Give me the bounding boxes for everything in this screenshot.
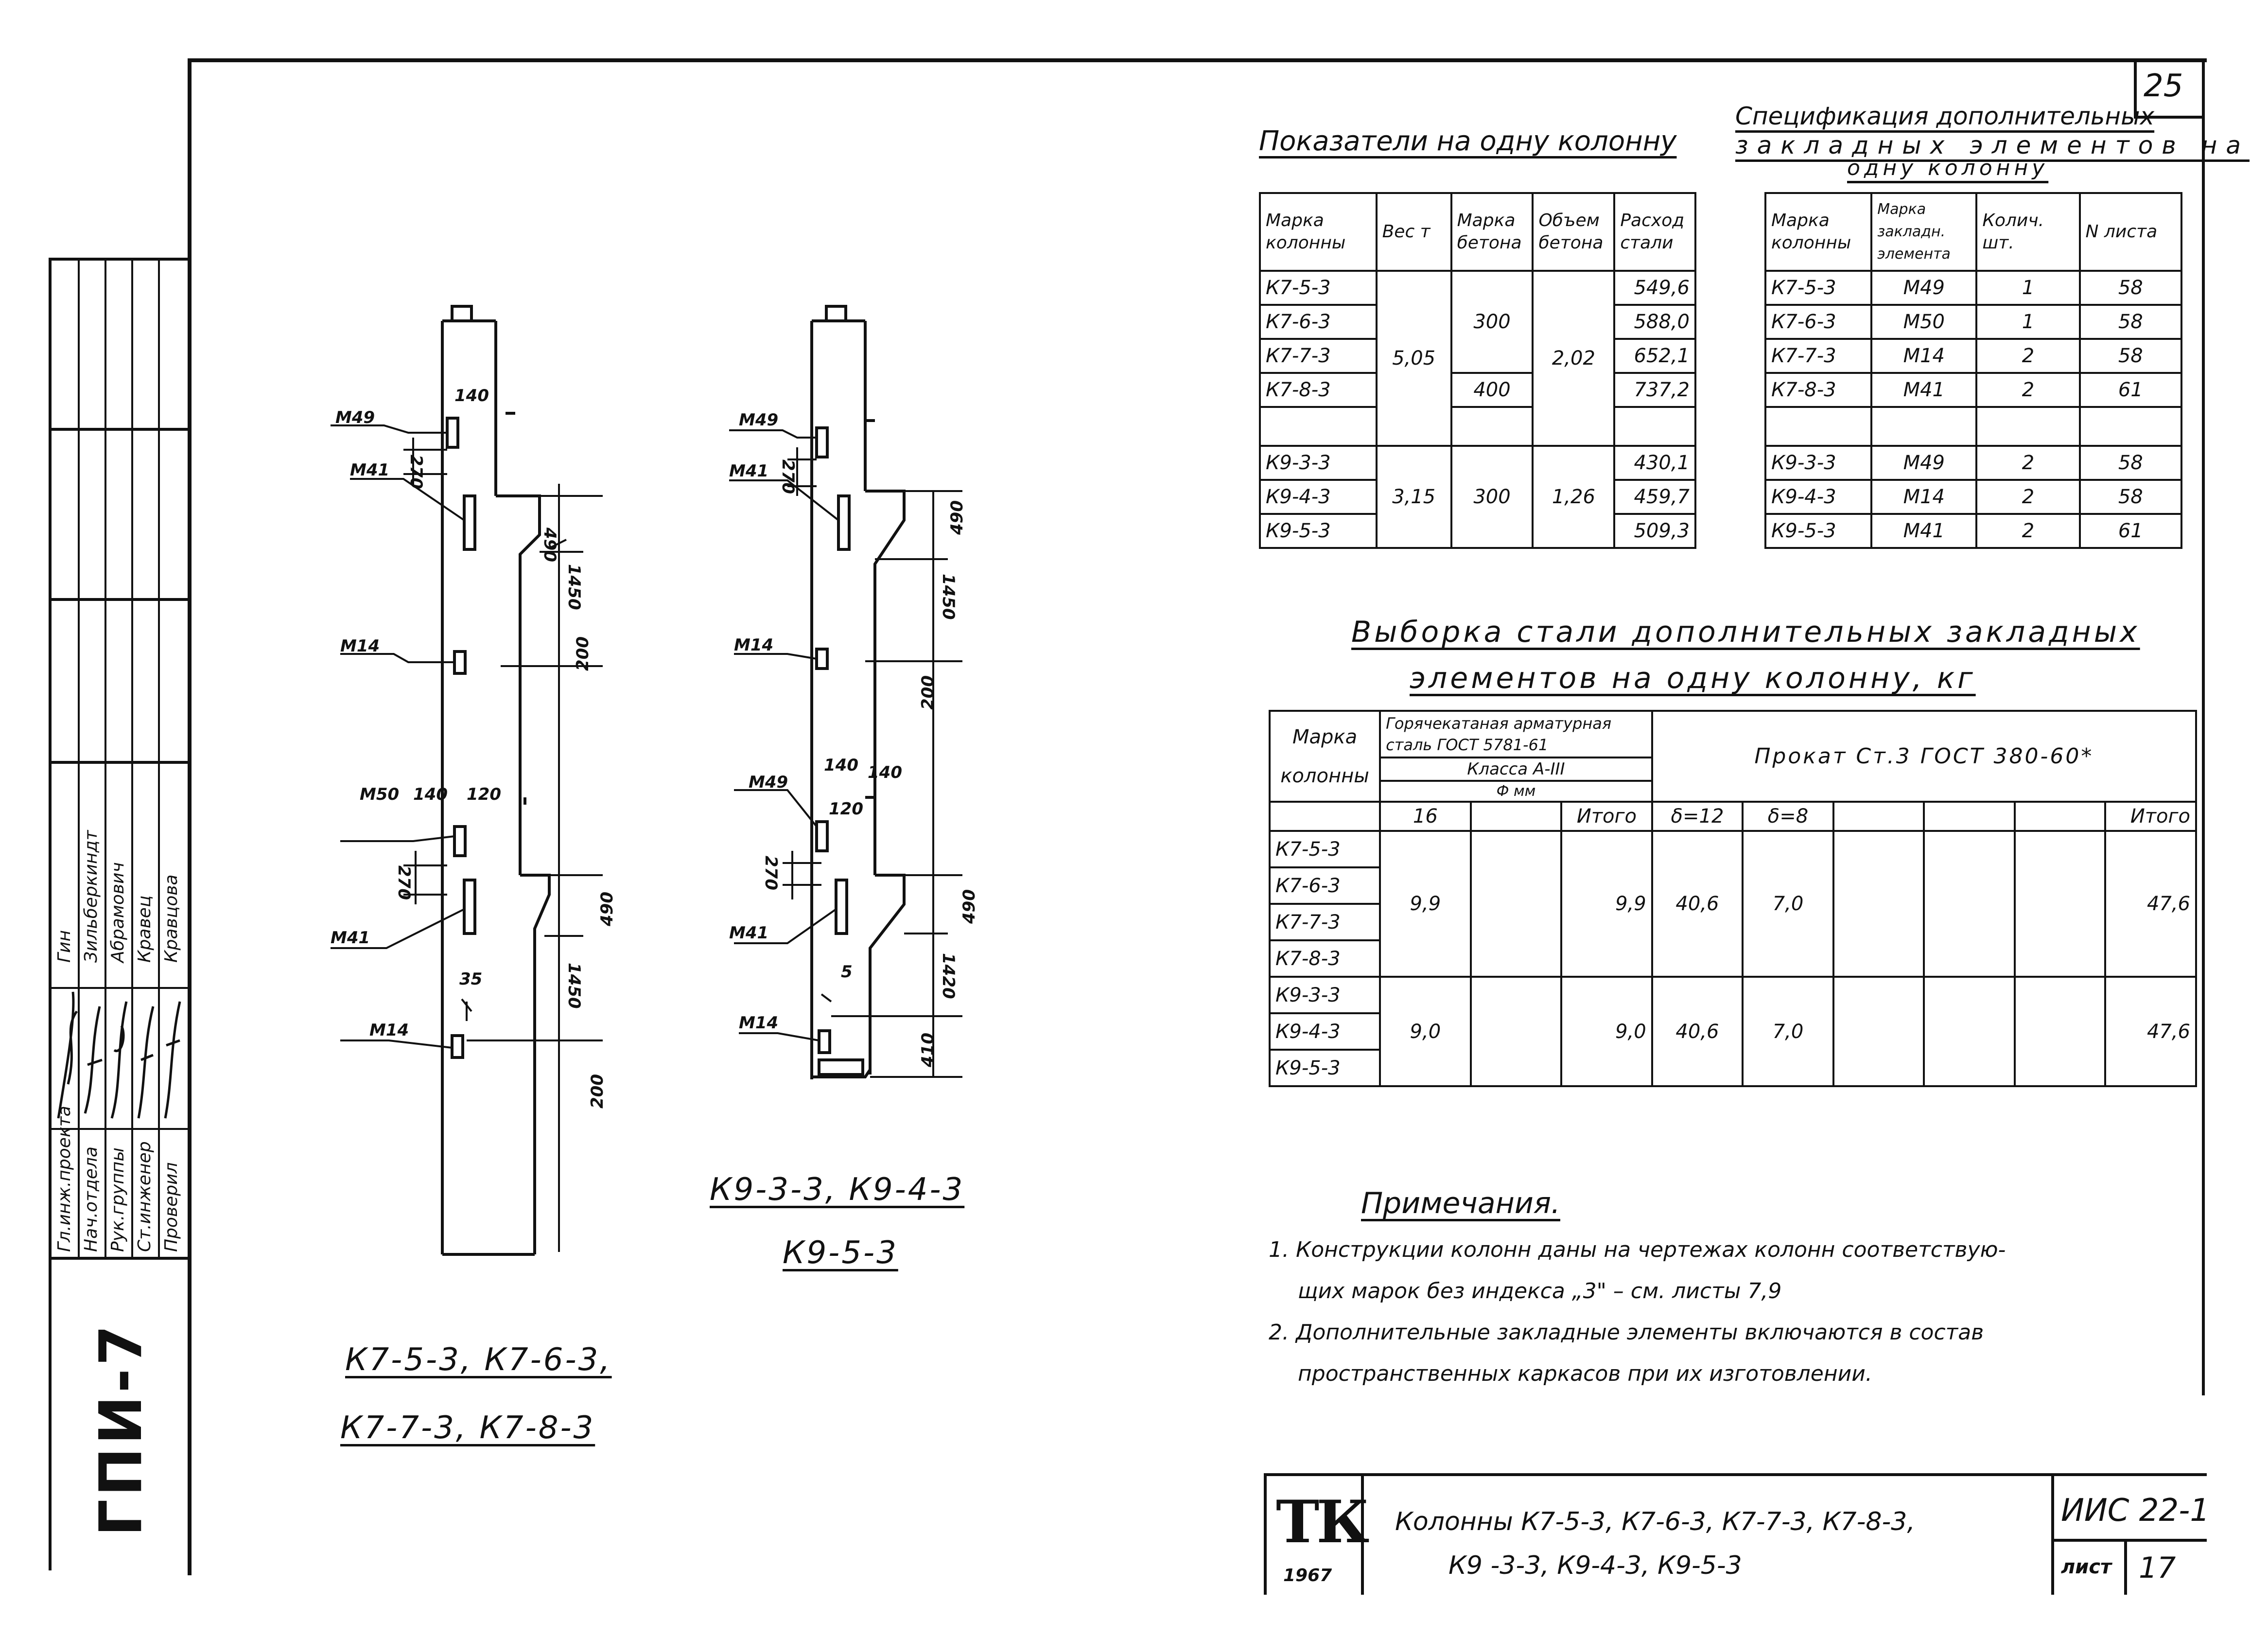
signatures bbox=[49, 987, 190, 1128]
tb-top bbox=[1264, 1473, 2207, 1476]
steel-hdr-blank2 bbox=[1471, 802, 1562, 831]
spec-cell: К9-5-3 bbox=[1765, 514, 1871, 548]
table-row bbox=[1765, 339, 2181, 373]
dim-490b: 490 bbox=[597, 892, 617, 926]
k9-label-m49b: М49 bbox=[749, 773, 788, 792]
spec-cell: 61 bbox=[2080, 373, 2181, 407]
spec-cell bbox=[2080, 407, 2181, 446]
spec-cell: 1 bbox=[1976, 305, 2079, 339]
steel-hdr-16: 16 bbox=[1380, 802, 1471, 831]
strip-sep2 bbox=[49, 598, 190, 601]
table-row bbox=[1270, 977, 2196, 1013]
tb-desc-line1: Колонны К7-5-3, К7-6-3, К7-7-3, К7-8-3, bbox=[1395, 1507, 1915, 1536]
dim-270b: 270 bbox=[394, 865, 414, 900]
table-row bbox=[1260, 193, 1695, 271]
steel-empty bbox=[2015, 977, 2106, 1086]
column-k7-svg bbox=[331, 292, 642, 1274]
caption-k9-line1: К9-3-3, К9-4-3 bbox=[710, 1172, 965, 1208]
dim-140a: 140 bbox=[454, 386, 489, 405]
caption-k9-line2: К9-5-3 bbox=[783, 1235, 898, 1271]
sheet-number: 25 bbox=[2144, 68, 2183, 104]
hdr-volume: Объем бетона bbox=[1533, 193, 1614, 271]
frame-left bbox=[188, 58, 192, 1575]
hdr-mark: Марка колонны bbox=[1260, 193, 1377, 271]
steel-total2: 47,6 bbox=[2105, 977, 2196, 1086]
hdr-steel: Расход стали bbox=[1614, 193, 1695, 271]
label-m41a: М41 bbox=[350, 460, 390, 480]
steel-empty bbox=[1833, 977, 1924, 1086]
spec-cell: К7-6-3 bbox=[1765, 305, 1871, 339]
note-2-line1: 2. Дополнительные закладные элементы включаются в состав bbox=[1269, 1320, 1984, 1345]
spec-title-line3: одну колонну bbox=[1847, 156, 2049, 180]
side-code: ГПИ-7 bbox=[87, 1322, 155, 1536]
cell-mark: К9-3-3 bbox=[1260, 446, 1377, 480]
spec-cell: М49 bbox=[1871, 271, 1976, 305]
caption-k7-line2: К7-7-3, К7-8-3 bbox=[340, 1410, 595, 1446]
spec-cell: 58 bbox=[2080, 339, 2181, 373]
strip-sep1 bbox=[49, 428, 190, 431]
stamp-name-4: Кравец bbox=[135, 895, 155, 963]
k9-dim-270a: 270 bbox=[778, 459, 798, 494]
spec-cell: М50 bbox=[1871, 305, 1976, 339]
k9-label-m41a: М41 bbox=[729, 461, 769, 481]
spec-cell: 2 bbox=[1976, 446, 2079, 480]
cell-mark: К7-8-3 bbox=[1260, 373, 1377, 407]
steel-mark: К9-4-3 bbox=[1270, 1013, 1380, 1050]
table-row bbox=[1765, 305, 2181, 339]
label-m49: М49 bbox=[335, 408, 375, 427]
strip-sep3 bbox=[49, 761, 190, 764]
strip-outer-left bbox=[49, 258, 52, 1570]
steel-empty bbox=[1833, 831, 1924, 977]
spec-cell: М14 bbox=[1871, 480, 1976, 514]
steel-hdr-hot: Горячекатаная арматурная сталь ГОСТ 5781-61 bbox=[1380, 711, 1652, 757]
cell-empty bbox=[1614, 407, 1695, 446]
tb-logo: ТК bbox=[1276, 1488, 1367, 1556]
label-m14b: М14 bbox=[369, 1021, 409, 1040]
spec-title-line1: Спецификация дополнительных bbox=[1735, 102, 2155, 130]
spec-cell: К9-3-3 bbox=[1765, 446, 1871, 480]
caption-k7-line1: К7-5-3, К7-6-3, bbox=[345, 1342, 612, 1378]
spec-cell: 58 bbox=[2080, 480, 2181, 514]
steel-empty bbox=[1471, 977, 1562, 1086]
spec-cell bbox=[1871, 407, 1976, 446]
note-1-line2: щих марок без индекса „3" – см. листы 7,9 bbox=[1298, 1279, 1782, 1303]
spec-cell: М41 bbox=[1871, 514, 1976, 548]
steel-total2: 47,6 bbox=[2105, 831, 2196, 977]
strip-sep4 bbox=[49, 1257, 190, 1260]
steel-d8: 7,0 bbox=[1743, 831, 1833, 977]
steel-hdr-blank bbox=[1270, 802, 1380, 831]
steel-hdr-mm: Ф мм bbox=[1380, 781, 1652, 802]
spec-cell: М14 bbox=[1871, 339, 1976, 373]
spec-cell: 58 bbox=[2080, 446, 2181, 480]
cell-concrete: 300 bbox=[1451, 446, 1533, 548]
hdr-weight: Вес т bbox=[1377, 193, 1451, 271]
steel-hdr-mark: Марка колонны bbox=[1270, 711, 1380, 802]
cell-steel: 737,2 bbox=[1614, 373, 1695, 407]
cell-concrete: 400 bbox=[1451, 373, 1533, 407]
indicators-title: Показатели на одну колонну bbox=[1259, 125, 1677, 157]
steel-title-line1: Выборка стали дополнительных закладных bbox=[1351, 615, 2140, 649]
spec-cell: М41 bbox=[1871, 373, 1976, 407]
steel-empty bbox=[1471, 831, 1562, 977]
spec-cell: М49 bbox=[1871, 446, 1976, 480]
k9-dim-140b: 140 bbox=[868, 763, 902, 782]
spec-cell: 58 bbox=[2080, 271, 2181, 305]
cell-empty bbox=[1260, 407, 1377, 446]
stamp-name-1: Гин bbox=[54, 930, 74, 963]
steel-title-line2: элементов на одну колонну, кг bbox=[1410, 661, 1976, 695]
steel-empty bbox=[1924, 977, 2015, 1086]
dim-35: 35 bbox=[459, 969, 483, 989]
steel-mark: К7-8-3 bbox=[1270, 940, 1380, 977]
table-row bbox=[1270, 831, 2196, 867]
stamp-role-4: Ст.инженер bbox=[135, 1141, 155, 1252]
cell-weight: 5,05 bbox=[1377, 271, 1451, 446]
dim-1450a: 1450 bbox=[564, 564, 584, 610]
steel-hdr-e1 bbox=[1833, 802, 1924, 831]
frame-top bbox=[190, 58, 2207, 62]
table-row bbox=[1765, 446, 2181, 480]
steel-empty bbox=[2015, 831, 2106, 977]
stamp-role-2: Нач.отдела bbox=[81, 1146, 101, 1252]
stamp-role-5: Проверил bbox=[161, 1162, 181, 1252]
steel-mark: К9-5-3 bbox=[1270, 1050, 1380, 1086]
stamp-name-5: Кравцова bbox=[161, 874, 181, 963]
cell-mark: К7-5-3 bbox=[1260, 271, 1377, 305]
cell-volume: 2,02 bbox=[1533, 271, 1614, 446]
steel-selection-table bbox=[1269, 710, 2197, 1087]
steel-total1: 9,9 bbox=[1561, 831, 1652, 977]
spec-cell: К7-8-3 bbox=[1765, 373, 1871, 407]
stamp-role-1: Гл.инж.проекта bbox=[54, 1106, 74, 1252]
k9-dim-490b: 490 bbox=[960, 889, 979, 924]
table-row bbox=[1765, 480, 2181, 514]
cell-steel: 652,1 bbox=[1614, 339, 1695, 373]
note-1-line1: 1. Конструкции колонн даны на чертежах колонн соответствую- bbox=[1269, 1237, 2006, 1262]
k9-label-m49a: М49 bbox=[739, 410, 779, 430]
steel-d8: 7,0 bbox=[1743, 977, 1833, 1086]
steel-d12: 40,6 bbox=[1652, 831, 1743, 977]
steel-total1: 9,0 bbox=[1561, 977, 1652, 1086]
k9-label-m41b: М41 bbox=[729, 923, 769, 943]
steel-hdr-total2: Итого bbox=[2105, 802, 2196, 831]
cell-empty bbox=[1451, 407, 1533, 446]
k9-dim-1420: 1420 bbox=[939, 953, 958, 999]
dim-140b: 140 bbox=[413, 785, 448, 804]
steel-empty bbox=[1924, 831, 2015, 977]
steel-hdr-total1: Итого bbox=[1561, 802, 1652, 831]
cell-steel: 549,6 bbox=[1614, 271, 1695, 305]
table-row bbox=[1260, 446, 1695, 480]
spec-cell: 2 bbox=[1976, 339, 2079, 373]
spec-hdr-sheet: N листа bbox=[2080, 193, 2181, 271]
dim-270a: 270 bbox=[406, 455, 426, 489]
steel-hdr-rolled: Прокат Ст.3 ГОСТ 380-60* bbox=[1652, 711, 2196, 802]
cell-weight: 3,15 bbox=[1377, 446, 1451, 548]
dim-200a: 200 bbox=[573, 636, 593, 671]
steel-v16: 9,9 bbox=[1380, 831, 1471, 977]
steel-hdr-e2 bbox=[1924, 802, 2015, 831]
spec-title-line2: закладных элементов на bbox=[1735, 131, 2250, 159]
k9-dim-410: 410 bbox=[918, 1033, 938, 1067]
spec-cell: К7-5-3 bbox=[1765, 271, 1871, 305]
cell-steel: 509,3 bbox=[1614, 514, 1695, 548]
spec-cell: 2 bbox=[1976, 480, 2079, 514]
spec-cell bbox=[1976, 407, 2079, 446]
tb-series: ИИС 22-1 bbox=[2061, 1493, 2210, 1529]
cell-steel: 459,7 bbox=[1614, 480, 1695, 514]
table-row bbox=[1765, 407, 2181, 446]
stamp-name-2: Зильберкиндт bbox=[81, 830, 101, 963]
steel-hdr-class: Класса А-III bbox=[1380, 757, 1652, 781]
k9-label-m14a: М14 bbox=[734, 635, 774, 655]
label-m14a: М14 bbox=[340, 636, 380, 656]
label-m41b: М41 bbox=[331, 928, 370, 948]
table-row bbox=[1765, 373, 2181, 407]
cell-volume: 1,26 bbox=[1533, 446, 1614, 548]
spec-hdr-mark: Марка колонны bbox=[1765, 193, 1871, 271]
tb-year: 1967 bbox=[1283, 1566, 1332, 1585]
steel-mark: К7-5-3 bbox=[1270, 831, 1380, 867]
spec-cell: 58 bbox=[2080, 305, 2181, 339]
tb-sheet-label: лист bbox=[2061, 1556, 2112, 1578]
spec-cell: 1 bbox=[1976, 271, 2079, 305]
cell-concrete: 300 bbox=[1451, 271, 1533, 373]
k9-dim-270b: 270 bbox=[761, 856, 781, 890]
specification-table bbox=[1764, 192, 2182, 549]
spec-cell: 61 bbox=[2080, 514, 2181, 548]
dim-1450b: 1450 bbox=[564, 963, 584, 1009]
spec-cell: 2 bbox=[1976, 514, 2079, 548]
steel-hdr-d8: δ=8 bbox=[1743, 802, 1833, 831]
note-2-line2: пространственных каркасов при их изготовлении. bbox=[1298, 1361, 1872, 1386]
column-k9-svg bbox=[719, 292, 1021, 1089]
indicators-table bbox=[1259, 192, 1696, 549]
table-row bbox=[1270, 711, 2196, 757]
hdr-concrete: Марка бетона bbox=[1451, 193, 1533, 271]
stamp-name-3: Абрамович bbox=[108, 862, 128, 963]
table-row bbox=[1260, 373, 1695, 407]
steel-hdr-e3 bbox=[2015, 802, 2106, 831]
cell-mark: К9-4-3 bbox=[1260, 480, 1377, 514]
tb-desc-line2: К9 -3-3, К9-4-3, К9-5-3 bbox=[1448, 1551, 1742, 1580]
k9-dim-140a: 140 bbox=[824, 756, 858, 775]
dim-490a: 490 bbox=[540, 528, 559, 562]
table-row bbox=[1765, 514, 2181, 548]
tb-sheet-sep bbox=[2124, 1539, 2127, 1595]
strip-top bbox=[49, 258, 190, 261]
steel-mark: К7-7-3 bbox=[1270, 904, 1380, 940]
spec-cell: 2 bbox=[1976, 373, 2079, 407]
cell-steel: 430,1 bbox=[1614, 446, 1695, 480]
cell-mark: К7-7-3 bbox=[1260, 339, 1377, 373]
spec-cell bbox=[1765, 407, 1871, 446]
k9-label-m14b: М14 bbox=[739, 1013, 779, 1033]
steel-d12: 40,6 bbox=[1652, 977, 1743, 1086]
frame-right bbox=[2202, 58, 2205, 1395]
spec-hdr-element: Марка закладн. элемента bbox=[1871, 193, 1976, 271]
spec-cell: К7-7-3 bbox=[1765, 339, 1871, 373]
table-row bbox=[1270, 802, 2196, 831]
steel-mark: К9-3-3 bbox=[1270, 977, 1380, 1013]
tb-series-sep bbox=[2051, 1539, 2207, 1542]
tb-left bbox=[1264, 1473, 1267, 1595]
notes-title: Примечания. bbox=[1361, 1186, 1560, 1220]
tb-right-sep bbox=[2051, 1473, 2054, 1595]
spec-cell: К9-4-3 bbox=[1765, 480, 1871, 514]
table-row bbox=[1260, 407, 1695, 446]
cell-mark: К7-6-3 bbox=[1260, 305, 1377, 339]
table-row bbox=[1765, 271, 2181, 305]
spec-hdr-qty: Колич. шт. bbox=[1976, 193, 2079, 271]
k9-dim-1450: 1450 bbox=[939, 574, 958, 620]
cell-steel: 588,0 bbox=[1614, 305, 1695, 339]
k9-dim-490a: 490 bbox=[947, 500, 967, 535]
steel-hdr-d12: δ=12 bbox=[1652, 802, 1743, 831]
k9-dim-5: 5 bbox=[841, 962, 853, 982]
cell-mark: К9-5-3 bbox=[1260, 514, 1377, 548]
k9-dim-200: 200 bbox=[918, 675, 938, 710]
dim-200b: 200 bbox=[588, 1074, 607, 1109]
steel-v16: 9,0 bbox=[1380, 977, 1471, 1086]
k9-dim-120: 120 bbox=[829, 799, 863, 819]
table-row bbox=[1765, 193, 2181, 271]
steel-mark: К7-6-3 bbox=[1270, 867, 1380, 904]
table-row bbox=[1260, 271, 1695, 305]
dim-120: 120 bbox=[467, 785, 501, 804]
label-m50: М50 bbox=[360, 785, 400, 804]
tb-sheet-no: 17 bbox=[2139, 1551, 2176, 1585]
stamp-role-3: Рук.группы bbox=[108, 1147, 128, 1252]
